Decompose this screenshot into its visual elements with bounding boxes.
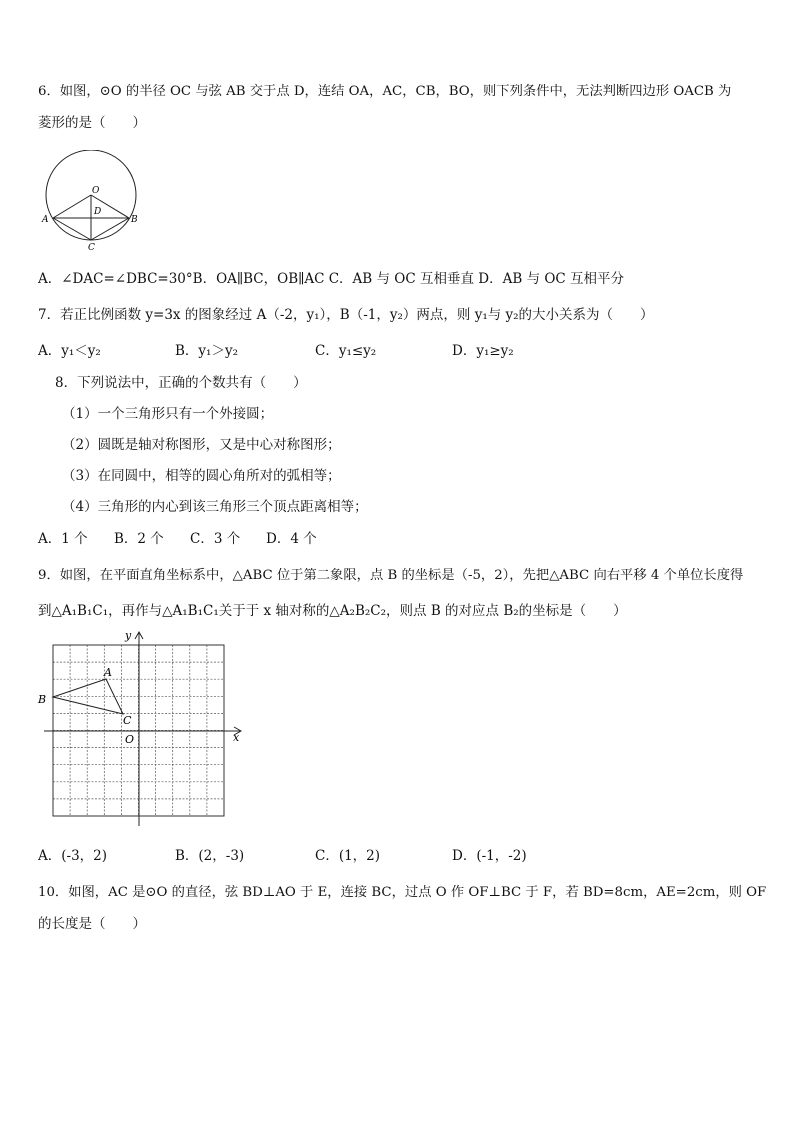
q10-stem-line1: 10．如图，AC 是⊙O 的直径，弦 BD⊥AO 于 E，连接 BC，过点 O 作 OF⊥BC 于 F，若 BD=8cm，AE=2cm，则 OF: [38, 885, 767, 900]
q6-stem-line1: 6．如图，⊙O 的半径 OC 与弦 AB 交于点 D，连结 OA，AC，CB，BO，则下列条件中，无法判断四边形 OACB 为: [38, 84, 732, 99]
q9-coordinate-grid-figure: [36, 627, 248, 829]
q7-option-c: C．y₁≤y₂: [315, 343, 377, 359]
q6-stem-line2: 菱形的是（ ）: [38, 115, 146, 131]
label-x: x: [233, 731, 240, 744]
label-o: O: [125, 733, 135, 746]
segment-oa: [53, 195, 91, 218]
q9-stem-line2: 到△A₁B₁C₁，再作与△A₁B₁C₁关于于 x 轴对称的△A₂B₂C₂，则点 B 的对应点 B₂的坐标是（ ）: [38, 603, 627, 619]
q7-option-d: D．y₁≥y₂: [452, 343, 514, 359]
q8-option-b: B．2 个: [114, 531, 164, 547]
q7-stem: 7．若正比例函数 y=3x 的图象经过 A（-2，y₁），B（-1，y₂）两点，则 y₁与 y₂的大小关系为（ ）: [38, 307, 654, 323]
q8-option-a: A．1 个: [38, 531, 88, 547]
q9-option-b: B．(2，-3): [175, 848, 245, 864]
q7-option-a: A．y₁＜y₂: [38, 343, 101, 359]
label-d: D: [94, 207, 102, 217]
q7-option-b: B．y₁＞y₂: [175, 343, 238, 359]
q6-options: A．∠DAC=∠DBC=30°B．OA∥BC，OB∥AC C．AB 与 OC 互相垂直 D．AB 与 OC 互相平分: [38, 271, 625, 287]
q8-item-1: （1）一个三角形只有一个外接圆；: [62, 406, 274, 422]
q8-stem: 8．下列说法中，正确的个数共有（ ）: [55, 375, 307, 391]
q6-circle-figure: [38, 150, 144, 256]
q8-option-d: D．4 个: [266, 531, 317, 547]
q8-item-2: （2）圆既是轴对称图形，又是中心对称图形；: [62, 437, 341, 453]
q8-item-3: （3）在同圆中，相等的圆心角所对的弧相等；: [62, 468, 341, 484]
label-b: B: [38, 693, 47, 706]
q8-item-4: （4）三角形的内心到该三角形三个顶点距离相等；: [62, 499, 368, 515]
q9-stem-line1: 9．如图，在平面直角坐标系中，△ABC 位于第二象限，点 B 的坐标是（-5，2），先把△ABC 向右平移 4 个单位长度得: [38, 568, 744, 583]
q9-option-a: A．(-3，2): [38, 848, 108, 864]
label-b: B: [131, 215, 138, 225]
q10-stem-line2: 的长度是（ ）: [38, 916, 146, 932]
segment-cb: [91, 218, 129, 240]
q9-option-d: D．(-1，-2): [452, 848, 527, 864]
label-a: A: [104, 666, 112, 679]
label-c: C: [88, 243, 95, 253]
q9-option-c: C．(1，2): [315, 848, 381, 864]
q8-option-c: C．3 个: [190, 531, 241, 547]
label-a: A: [42, 215, 49, 225]
label-y: y: [125, 629, 132, 642]
label-o: O: [92, 186, 100, 196]
segment-ac: [53, 218, 91, 240]
label-c: C: [123, 714, 132, 727]
